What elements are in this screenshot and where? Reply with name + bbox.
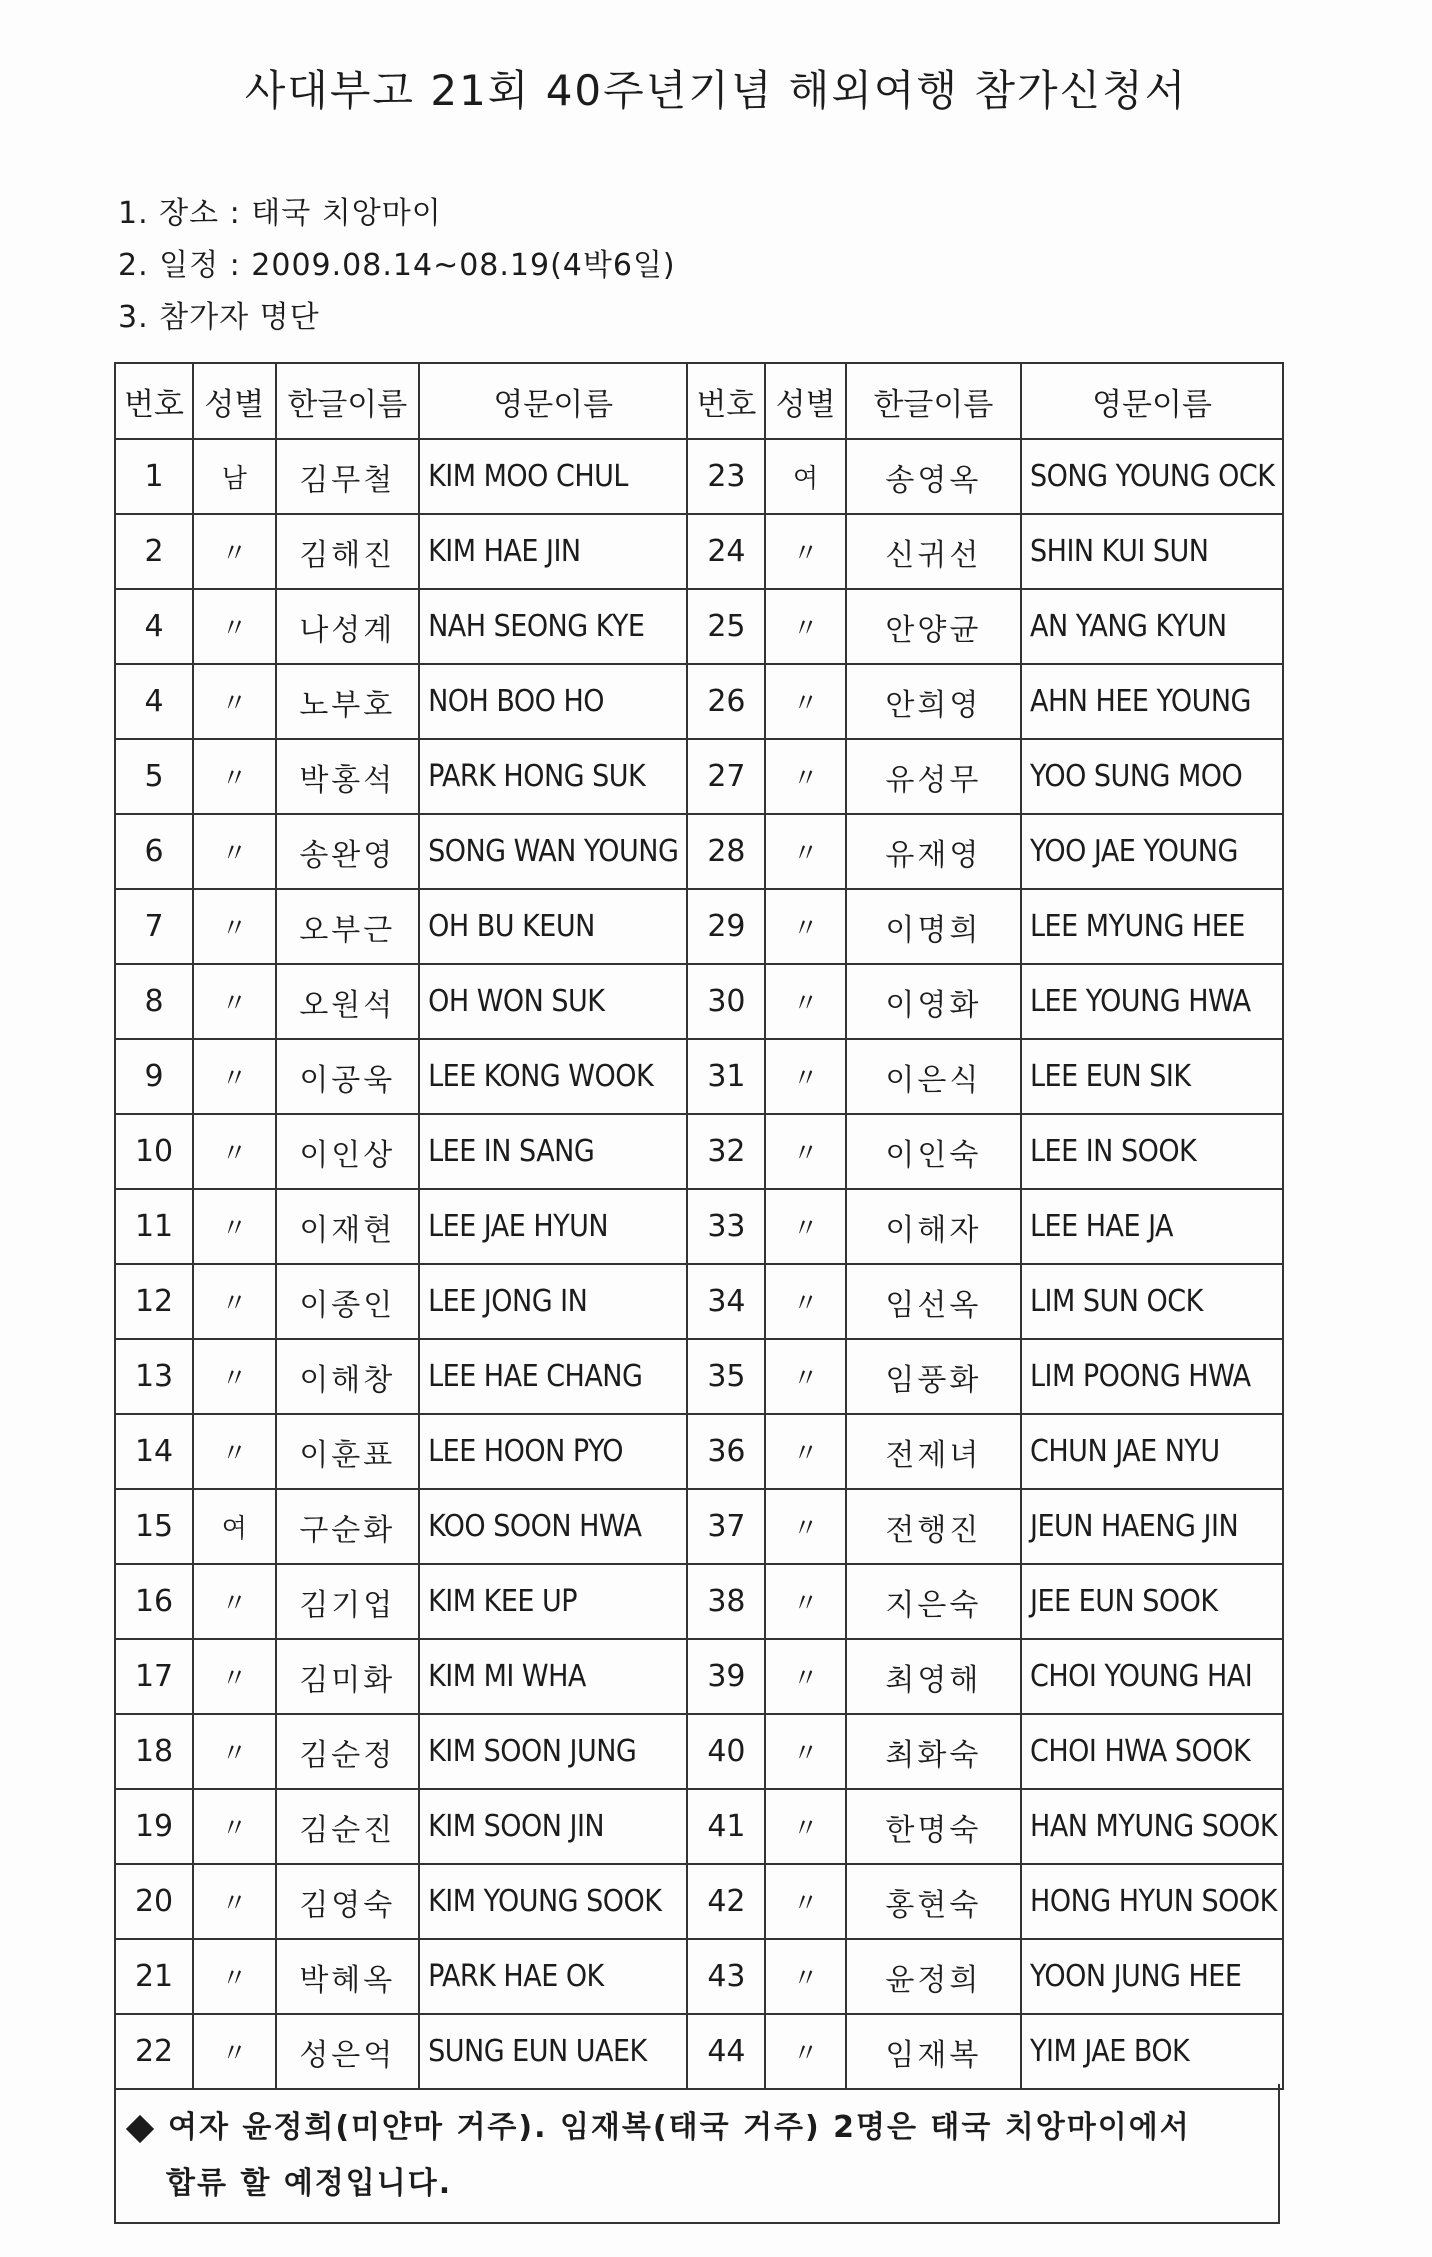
cell-gender: 〃 [193, 1789, 275, 1864]
cell-number: 27 [687, 739, 765, 814]
cell-english-name: KOO SOON HWA [419, 1489, 687, 1564]
cell-english-name: AHN HEE YOUNG [1021, 664, 1283, 739]
cell-english-name: HAN MYUNG SOOK [1021, 1789, 1283, 1864]
cell-gender: 〃 [765, 1489, 845, 1564]
cell-number: 5 [115, 739, 193, 814]
cell-number: 14 [115, 1414, 193, 1489]
cell-gender: 〃 [193, 1039, 275, 1114]
table-row [115, 739, 1283, 814]
cell-gender: 〃 [193, 1639, 275, 1714]
cell-english-name: LIM POONG HWA [1021, 1339, 1283, 1414]
table-row [115, 889, 1283, 964]
cell-english-name: PARK HAE OK [419, 1939, 687, 2014]
cell-english-name: OH BU KEUN [419, 889, 687, 964]
cell-number: 15 [115, 1489, 193, 1564]
cell-gender: 〃 [765, 1714, 845, 1789]
cell-number: 33 [687, 1189, 765, 1264]
table-row [115, 589, 1283, 664]
cell-gender: 〃 [765, 889, 845, 964]
table-row [115, 1264, 1283, 1339]
cell-korean-name: 홍현숙 [846, 1864, 1021, 1939]
cell-korean-name: 박혜옥 [276, 1939, 420, 2014]
cell-english-name: HONG HYUN SOOK [1021, 1864, 1283, 1939]
cell-number: 2 [115, 514, 193, 589]
cell-korean-name: 전행진 [846, 1489, 1021, 1564]
cell-english-name: YOON JUNG HEE [1021, 1939, 1283, 2014]
table-row [115, 964, 1283, 1039]
note-line-1 [122, 2102, 1191, 2146]
cell-english-name: LEE KONG WOOK [419, 1039, 687, 1114]
cell-english-name: LEE IN SANG [419, 1114, 687, 1189]
cell-korean-name: 김해진 [276, 514, 420, 589]
table-row [115, 1114, 1283, 1189]
cell-korean-name: 임선옥 [846, 1264, 1021, 1339]
cell-gender: 〃 [193, 1864, 275, 1939]
header-cell: 성별 [193, 363, 275, 439]
table-header-row [115, 363, 1283, 439]
cell-number: 34 [687, 1264, 765, 1339]
cell-english-name: LEE HAE JA [1021, 1189, 1283, 1264]
cell-gender: 〃 [193, 1414, 275, 1489]
cell-number: 37 [687, 1489, 765, 1564]
cell-korean-name: 신귀선 [846, 514, 1021, 589]
cell-gender: 〃 [193, 664, 275, 739]
cell-korean-name: 이영화 [846, 964, 1021, 1039]
cell-english-name: CHOI YOUNG HAI [1021, 1639, 1283, 1714]
cell-korean-name: 이명희 [846, 889, 1021, 964]
cell-gender: 〃 [765, 664, 845, 739]
cell-gender: 〃 [193, 1939, 275, 2014]
cell-gender: 〃 [765, 1939, 845, 2014]
cell-english-name: KIM MOO CHUL [419, 439, 687, 514]
cell-english-name: NOH BOO HO [419, 664, 687, 739]
header-cell: 성별 [765, 363, 845, 439]
cell-number: 22 [115, 2014, 193, 2089]
cell-korean-name: 최화숙 [846, 1714, 1021, 1789]
cell-gender: 〃 [765, 1414, 845, 1489]
cell-number: 29 [687, 889, 765, 964]
cell-korean-name: 안희영 [846, 664, 1021, 739]
cell-gender: 〃 [193, 1714, 275, 1789]
cell-gender: 〃 [765, 1864, 845, 1939]
table-row [115, 1864, 1283, 1939]
cell-gender: 여 [193, 1489, 275, 1564]
cell-english-name: LEE HOON PYO [419, 1414, 687, 1489]
cell-korean-name: 유성무 [846, 739, 1021, 814]
cell-gender: 〃 [765, 1039, 845, 1114]
table-row [115, 1039, 1283, 1114]
cell-korean-name: 송완영 [276, 814, 420, 889]
cell-gender: 〃 [193, 1114, 275, 1189]
cell-number: 13 [115, 1339, 193, 1414]
note-box [114, 2084, 1280, 2224]
cell-gender: 〃 [765, 2014, 845, 2089]
header-cell: 한글이름 [276, 363, 420, 439]
cell-number: 32 [687, 1114, 765, 1189]
cell-gender: 〃 [193, 2014, 275, 2089]
cell-gender: 〃 [765, 1189, 845, 1264]
cell-gender: 〃 [193, 1189, 275, 1264]
cell-korean-name: 이인숙 [846, 1114, 1021, 1189]
cell-english-name: LEE MYUNG HEE [1021, 889, 1283, 964]
table-row [115, 1564, 1283, 1639]
table-row [115, 1789, 1283, 1864]
table-row [115, 814, 1283, 889]
cell-gender: 〃 [765, 814, 845, 889]
cell-korean-name: 전제녀 [846, 1414, 1021, 1489]
table-row [115, 1489, 1283, 1564]
cell-number: 23 [687, 439, 765, 514]
cell-number: 24 [687, 514, 765, 589]
cell-number: 11 [115, 1189, 193, 1264]
cell-number: 9 [115, 1039, 193, 1114]
cell-number: 10 [115, 1114, 193, 1189]
cell-number: 42 [687, 1864, 765, 1939]
cell-korean-name: 이해자 [846, 1189, 1021, 1264]
cell-korean-name: 윤정희 [846, 1939, 1021, 2014]
header-cell: 번호 [115, 363, 193, 439]
cell-korean-name: 안양균 [846, 589, 1021, 664]
cell-korean-name: 이종인 [276, 1264, 420, 1339]
cell-gender: 〃 [765, 739, 845, 814]
cell-english-name: JEE EUN SOOK [1021, 1564, 1283, 1639]
cell-korean-name: 임풍화 [846, 1339, 1021, 1414]
cell-english-name: LEE EUN SIK [1021, 1039, 1283, 1114]
cell-english-name: KIM MI WHA [419, 1639, 687, 1714]
cell-gender: 〃 [193, 1564, 275, 1639]
cell-korean-name: 한명숙 [846, 1789, 1021, 1864]
header-cell: 영문이름 [1021, 363, 1283, 439]
cell-english-name: YOO JAE YOUNG [1021, 814, 1283, 889]
cell-number: 6 [115, 814, 193, 889]
cell-number: 39 [687, 1639, 765, 1714]
table-row [115, 1639, 1283, 1714]
cell-gender: 〃 [765, 1789, 845, 1864]
cell-gender: 〃 [193, 1339, 275, 1414]
cell-number: 25 [687, 589, 765, 664]
cell-gender: 〃 [193, 889, 275, 964]
cell-english-name: SONG WAN YOUNG [419, 814, 687, 889]
cell-number: 16 [115, 1564, 193, 1639]
cell-english-name: CHOI HWA SOOK [1021, 1714, 1283, 1789]
cell-number: 35 [687, 1339, 765, 1414]
cell-gender: 〃 [193, 814, 275, 889]
cell-english-name: OH WON SUK [419, 964, 687, 1039]
cell-korean-name: 노부호 [276, 664, 420, 739]
cell-english-name: LEE JONG IN [419, 1264, 687, 1339]
cell-korean-name: 김순정 [276, 1714, 420, 1789]
cell-korean-name: 이공욱 [276, 1039, 420, 1114]
cell-korean-name: 최영해 [846, 1639, 1021, 1714]
info-roster-label: 3. 참가자 명단 [118, 300, 320, 335]
cell-english-name: SUNG EUN UAEK [419, 2014, 687, 2089]
header-cell: 번호 [687, 363, 765, 439]
cell-korean-name: 이훈표 [276, 1414, 420, 1489]
cell-english-name: YOO SUNG MOO [1021, 739, 1283, 814]
cell-gender: 〃 [765, 1639, 845, 1714]
cell-english-name: LEE HAE CHANG [419, 1339, 687, 1414]
cell-number: 4 [115, 589, 193, 664]
cell-gender: 〃 [765, 589, 845, 664]
cell-number: 26 [687, 664, 765, 739]
cell-gender: 여 [765, 439, 845, 514]
cell-number: 41 [687, 1789, 765, 1864]
header-cell: 영문이름 [419, 363, 687, 439]
cell-korean-name: 이재현 [276, 1189, 420, 1264]
table-row [115, 514, 1283, 589]
cell-korean-name: 임재복 [846, 2014, 1021, 2089]
cell-gender: 〃 [193, 739, 275, 814]
cell-gender: 〃 [765, 514, 845, 589]
cell-gender: 〃 [765, 964, 845, 1039]
table-row [115, 1939, 1283, 2014]
cell-english-name: LIM SUN OCK [1021, 1264, 1283, 1339]
cell-english-name: LEE JAE HYUN [419, 1189, 687, 1264]
cell-gender: 〃 [765, 1264, 845, 1339]
cell-korean-name: 이인상 [276, 1114, 420, 1189]
cell-korean-name: 성은억 [276, 2014, 420, 2089]
cell-gender: 〃 [193, 514, 275, 589]
participant-table [114, 362, 1284, 2090]
cell-korean-name: 이해창 [276, 1339, 420, 1414]
cell-number: 8 [115, 964, 193, 1039]
cell-english-name: KIM YOUNG SOOK [419, 1864, 687, 1939]
cell-number: 28 [687, 814, 765, 889]
cell-number: 30 [687, 964, 765, 1039]
cell-number: 18 [115, 1714, 193, 1789]
cell-korean-name: 구순화 [276, 1489, 420, 1564]
cell-english-name: PARK HONG SUK [419, 739, 687, 814]
table-row [115, 1714, 1283, 1789]
cell-english-name: KIM SOON JUNG [419, 1714, 687, 1789]
cell-number: 17 [115, 1639, 193, 1714]
cell-number: 20 [115, 1864, 193, 1939]
table-row [115, 2014, 1283, 2089]
cell-korean-name: 송영옥 [846, 439, 1021, 514]
cell-number: 1 [115, 439, 193, 514]
info-place: 1. 장소 : 태국 치앙마이 [118, 196, 442, 231]
cell-english-name: SHIN KUI SUN [1021, 514, 1283, 589]
cell-korean-name: 박홍석 [276, 739, 420, 814]
info-schedule: 2. 일정 : 2009.08.14~08.19(4박6일) [118, 248, 676, 283]
table-row [115, 1414, 1283, 1489]
cell-gender: 〃 [193, 964, 275, 1039]
cell-gender: 〃 [765, 1339, 845, 1414]
cell-gender: 〃 [765, 1114, 845, 1189]
cell-english-name: AN YANG KYUN [1021, 589, 1283, 664]
cell-number: 38 [687, 1564, 765, 1639]
cell-number: 40 [687, 1714, 765, 1789]
cell-english-name: KIM SOON JIN [419, 1789, 687, 1864]
cell-english-name: LEE YOUNG HWA [1021, 964, 1283, 1039]
cell-korean-name: 지은숙 [846, 1564, 1021, 1639]
cell-gender: 〃 [193, 1264, 275, 1339]
cell-korean-name: 김순진 [276, 1789, 420, 1864]
cell-gender: 남 [193, 439, 275, 514]
table-row [115, 664, 1283, 739]
cell-number: 7 [115, 889, 193, 964]
cell-korean-name: 유재영 [846, 814, 1021, 889]
cell-english-name: NAH SEONG KYE [419, 589, 687, 664]
note-text-1: 여자 윤정희(미얀마 거주). 임재복(태국 거주) 2명은 태국 치앙마이에서 [168, 2110, 1191, 2145]
cell-number: 36 [687, 1414, 765, 1489]
cell-number: 21 [115, 1939, 193, 2014]
cell-korean-name: 김영숙 [276, 1864, 420, 1939]
cell-english-name: JEUN HAENG JIN [1021, 1489, 1283, 1564]
cell-korean-name: 김미화 [276, 1639, 420, 1714]
cell-korean-name: 이은식 [846, 1039, 1021, 1114]
header-cell: 한글이름 [846, 363, 1021, 439]
cell-number: 44 [687, 2014, 765, 2089]
cell-number: 4 [115, 664, 193, 739]
table-row [115, 1189, 1283, 1264]
cell-gender: 〃 [193, 589, 275, 664]
cell-korean-name: 오부근 [276, 889, 420, 964]
cell-number: 31 [687, 1039, 765, 1114]
cell-number: 43 [687, 1939, 765, 2014]
cell-korean-name: 나성계 [276, 589, 420, 664]
cell-english-name: CHUN JAE NYU [1021, 1414, 1283, 1489]
table-row [115, 439, 1283, 514]
cell-number: 19 [115, 1789, 193, 1864]
document-title: 사대부고 21회 40주년기념 해외여행 참가신청서 [244, 66, 1188, 115]
diamond-bullet-icon [126, 2114, 154, 2142]
cell-english-name: SONG YOUNG OCK [1021, 439, 1283, 514]
cell-gender: 〃 [765, 1564, 845, 1639]
cell-english-name: YIM JAE BOK [1021, 2014, 1283, 2089]
cell-english-name: LEE IN SOOK [1021, 1114, 1283, 1189]
cell-number: 12 [115, 1264, 193, 1339]
cell-korean-name: 김기업 [276, 1564, 420, 1639]
note-line-2: 합류 할 예정입니다. [166, 2166, 453, 2201]
table-row [115, 1339, 1283, 1414]
cell-korean-name: 김무철 [276, 439, 420, 514]
cell-english-name: KIM KEE UP [419, 1564, 687, 1639]
cell-english-name: KIM HAE JIN [419, 514, 687, 589]
cell-korean-name: 오원석 [276, 964, 420, 1039]
